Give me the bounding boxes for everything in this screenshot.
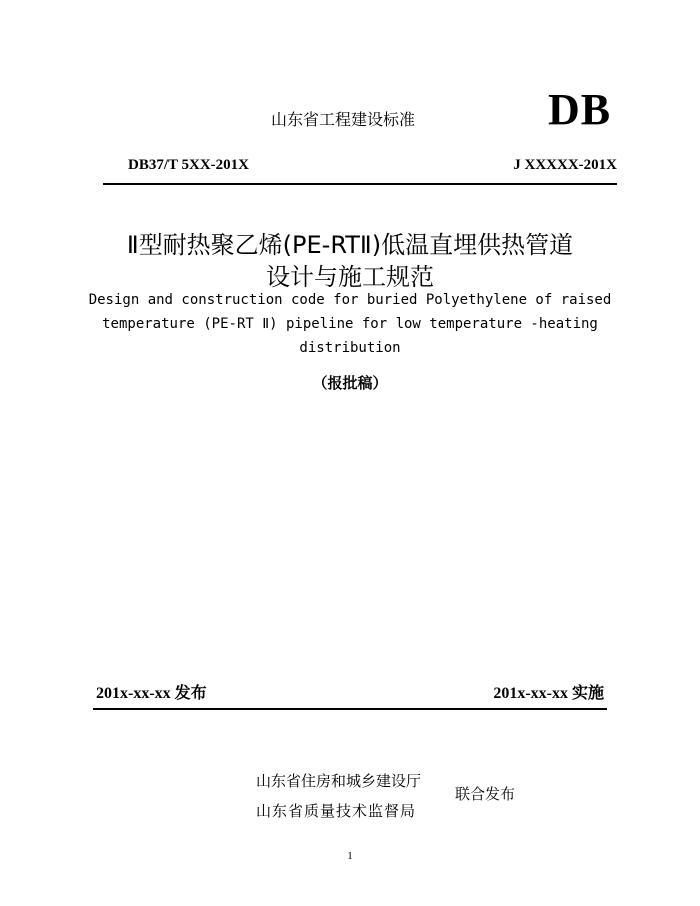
- title-zh-line1: Ⅱ型耐热聚乙烯(PE-RTⅡ)低温直埋供热管道: [126, 231, 574, 259]
- title-en-line2: temperature (PE-RT Ⅱ) pipeline for low temperature -heating: [102, 316, 598, 332]
- title-en-line1: Design and construction code for buried Polyethylene of raised: [88, 292, 612, 308]
- standard-category: 山东省工程建设标准: [271, 110, 416, 129]
- title-en-line3: distribution: [299, 340, 401, 356]
- page-number: 1: [347, 850, 353, 862]
- filing-code: J XXXXX-201X: [513, 157, 617, 173]
- release-date: 201x-xx-xx 发布: [96, 685, 207, 702]
- db-mark: DB: [548, 85, 612, 134]
- bottom-divider: [93, 708, 607, 710]
- joint-release-label: 联合发布: [455, 785, 516, 803]
- issuer-housing-dept: 山东省住房和城乡建设厅: [256, 772, 422, 790]
- draft-note: （报批稿）: [312, 374, 388, 392]
- top-divider: [103, 183, 617, 185]
- implement-date: 201x-xx-xx 实施: [493, 685, 604, 702]
- standard-code: DB37/T 5XX-201X: [128, 157, 249, 173]
- issuer-quality-bureau: 山东省质量技术监督局: [256, 802, 417, 820]
- title-zh-line2: 设计与施工规范: [266, 263, 434, 291]
